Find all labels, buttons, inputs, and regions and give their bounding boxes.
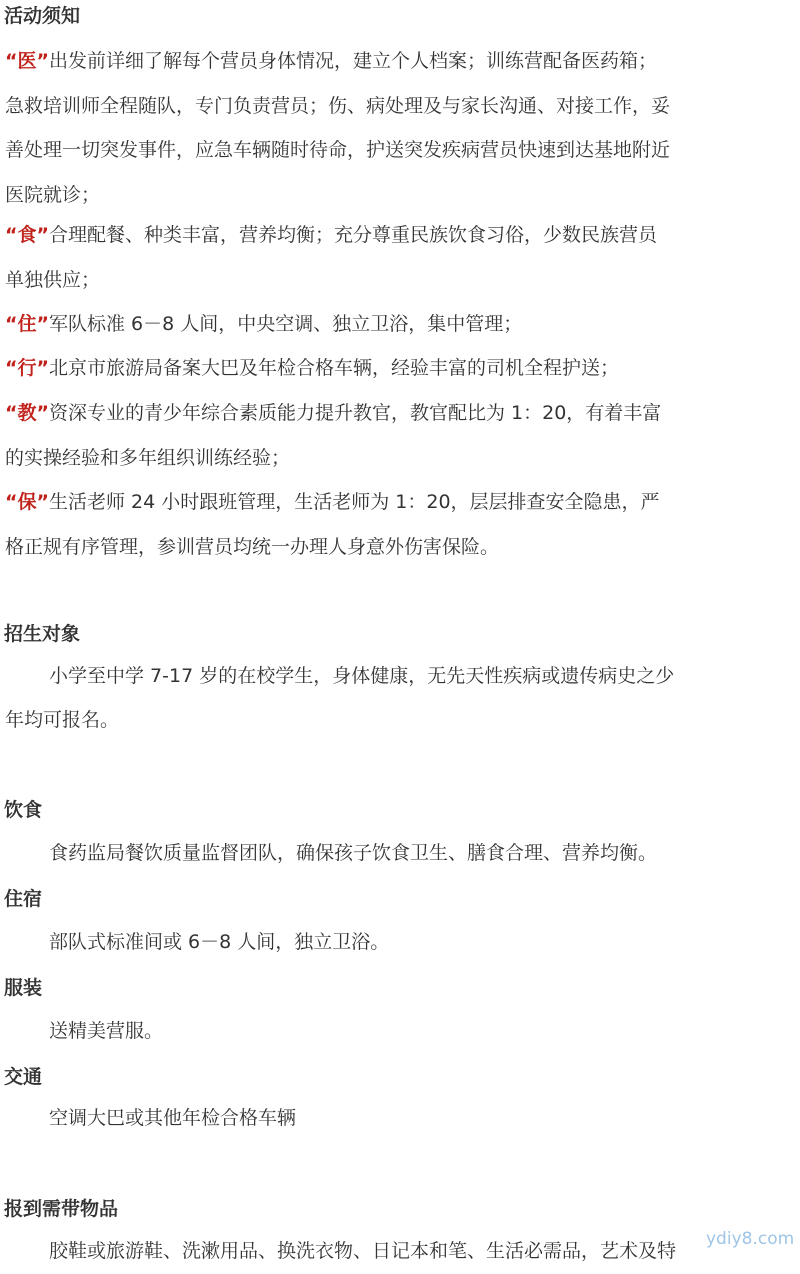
tag-education: “教” bbox=[5, 402, 49, 424]
notice-heading: 活动须知 bbox=[4, 5, 81, 27]
enrollment-text-line1: 小学至中学 7-17 岁的在校学生，身体健康，无先天性疾病或遗传病史之少 bbox=[49, 665, 675, 687]
lodging-heading: 住宿 bbox=[4, 888, 43, 910]
diet-text: 食药监局餐饮质量监督团队，确保孩子饮食卫生、膳食合理、营养均衡。 bbox=[49, 842, 658, 864]
items-to-bring-text: 胶鞋或旅游鞋、洗漱用品、换洗衣物、日记本和笔、生活必需品，艺术及特 bbox=[49, 1240, 677, 1262]
tag-travel: “行” bbox=[5, 357, 49, 379]
tag-medical: “医” bbox=[5, 50, 49, 72]
watermark: ydiy8.com bbox=[706, 1229, 795, 1249]
tag-food: “食” bbox=[5, 224, 49, 246]
notice-item-education: “教”资深专业的青少年综合素质能力提升教官，教官配比为 1：20，有着丰富 的实操经验和多年组织训练经验； bbox=[5, 402, 662, 469]
notice-item-lodging: “住”军队标准 6－8 人间，中央空调、独立卫浴，集中管理； bbox=[5, 313, 523, 335]
lodging-text: 部队式标准间或 6－8 人间，独立卫浴。 bbox=[49, 931, 390, 953]
transport-heading: 交通 bbox=[4, 1066, 43, 1088]
diet-heading: 饮食 bbox=[4, 799, 43, 821]
transport-text: 空调大巴或其他年检合格车辆 bbox=[49, 1107, 297, 1129]
notice-item-food: “食”合理配餐、种类丰富，营养均衡；充分尊重民族饮食习俗，少数民族营员 单独供应； bbox=[5, 224, 657, 291]
clothing-text: 送精美营服。 bbox=[49, 1020, 164, 1042]
notice-item-travel: “行”北京市旅游局备案大巴及年检合格车辆，经验丰富的司机全程护送； bbox=[5, 357, 619, 379]
enrollment-text-line2: 年均可报名。 bbox=[5, 709, 120, 731]
notice-item-safety: “保”生活老师 24 小时跟班管理，生活老师为 1：20，层层排查安全隐患，严 格正规有序管理，参训营员均统一办理人身意外伤害保险。 bbox=[5, 491, 660, 558]
tag-safety: “保” bbox=[5, 491, 49, 513]
tag-lodging: “住” bbox=[5, 313, 49, 335]
enrollment-heading: 招生对象 bbox=[4, 623, 81, 645]
notice-item-medical: “医”出发前详细了解每个营员身体情况，建立个人档案；训练营配备医药箱； 急救培训师全程随队，专门负责营员；伤、病处理及与家长沟通、对接工作，妥 善处理一切突发事件，应急车辆随时待命，护送突发疾病营员快速到达基地附近 医院就诊； bbox=[5, 50, 671, 206]
clothing-heading: 服装 bbox=[4, 977, 43, 999]
items-to-bring-heading: 报到需带物品 bbox=[4, 1198, 119, 1220]
